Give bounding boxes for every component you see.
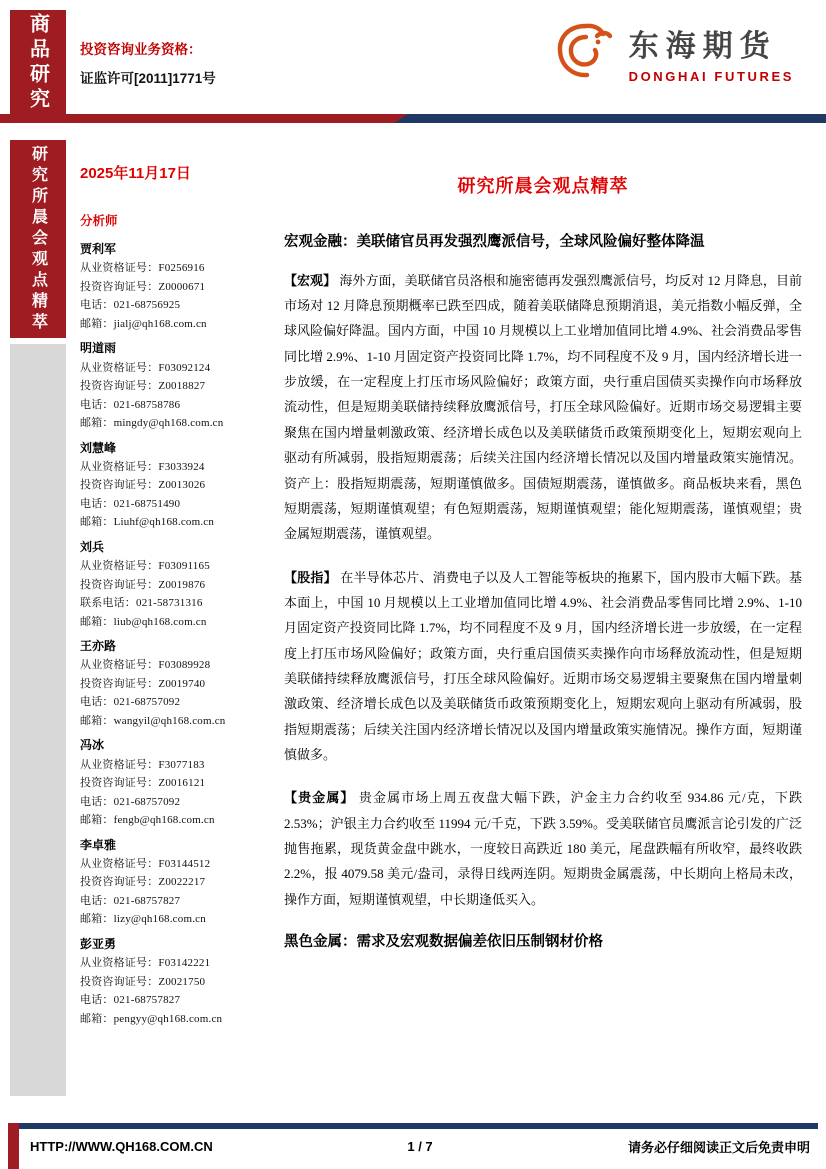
analysts-heading: 分析师 xyxy=(80,214,118,228)
qualification-label: 投资咨询业务资格： xyxy=(80,42,202,57)
analyst-detail-line: 从业资格证号：F03144512 xyxy=(80,857,211,870)
paragraph-label: 【宏观】 xyxy=(284,272,337,288)
report-body xyxy=(284,232,802,954)
analyst-detail-line: 投资咨询证号：Z0013026 xyxy=(80,479,206,492)
main-column xyxy=(284,172,802,968)
section-heading: 宏观金融：美联储官员再发强烈鹰派信号，全球风险偏好整体降温 xyxy=(284,234,705,250)
analyst-name: 李卓雅 xyxy=(80,837,117,852)
analyst-detail-line: 投资咨询证号：Z0019876 xyxy=(80,578,206,591)
analyst-detail-line: 投资咨询证号：Z0018827 xyxy=(80,380,206,393)
analyst-block xyxy=(80,735,278,829)
analyst-detail-line: 从业资格证号：F03092124 xyxy=(80,361,211,374)
analyst-detail-line: 邮箱：pengyy@qh168.com.cn xyxy=(80,1012,223,1025)
analyst-block xyxy=(80,239,278,333)
analyst-detail-line: 从业资格证号：F03142221 xyxy=(80,957,211,970)
footer-notice: 请务必仔细阅读正文后免责申明 xyxy=(628,1140,811,1155)
sidebar-gray-bar xyxy=(10,344,66,1096)
page-title: 研究所晨会观点精萃 xyxy=(457,176,629,196)
analyst-block xyxy=(80,934,278,1028)
analyst-detail-line: 邮箱：liub@qh168.com.cn xyxy=(80,615,207,628)
analyst-detail-line: 邮箱：jialj@qh168.com.cn xyxy=(80,317,207,330)
analyst-detail-line: 投资咨询证号：Z0019740 xyxy=(80,677,206,690)
analyst-detail-line: 联系电话：021-58731316 xyxy=(80,597,203,610)
analyst-detail-line: 电话：021-68757827 xyxy=(80,994,181,1007)
analyst-detail-line: 邮箱：Liuhf@qh168.com.cn xyxy=(80,516,215,529)
analyst-name: 彭亚勇 xyxy=(80,936,117,951)
header-rule-red xyxy=(0,114,408,123)
analyst-detail-line: 投资咨询证号：Z0016121 xyxy=(80,777,206,790)
analyst-detail-line: 电话：021-68757827 xyxy=(80,894,181,907)
analyst-block xyxy=(80,537,278,631)
footer-red-stub xyxy=(8,1123,19,1169)
footer-url: HTTP://WWW.QH168.COM.CN xyxy=(30,1139,213,1154)
report-date: 2025年11月17日 xyxy=(80,165,191,182)
logo-name-cn: 东海期货 xyxy=(628,29,777,63)
footer-page-number: 1 / 7 xyxy=(407,1139,433,1154)
analyst-list xyxy=(80,239,278,1028)
category-banner xyxy=(10,10,66,116)
analyst-detail-line: 电话：021-68757092 xyxy=(80,795,181,808)
analyst-lines xyxy=(80,359,278,433)
paragraph-label: 【贵金属】 xyxy=(284,790,355,806)
analyst-lines xyxy=(80,458,278,532)
analyst-detail-line: 从业资格证号：F3077183 xyxy=(80,758,205,771)
analyst-lines xyxy=(80,954,278,1028)
logo-text xyxy=(629,21,794,84)
analyst-detail-line: 邮箱：wangyil@qh168.com.cn xyxy=(80,714,226,727)
analyst-detail-line: 电话：021-68757092 xyxy=(80,696,181,709)
analyst-detail-line: 邮箱：lizy@qh168.com.cn xyxy=(80,913,206,926)
analyst-lines xyxy=(80,557,278,631)
logo xyxy=(553,20,794,84)
logo-name-en: DONGHAI FUTURES xyxy=(628,68,794,84)
analyst-detail-line: 从业资格证号：F0256916 xyxy=(80,262,205,275)
analyst-column xyxy=(80,162,278,1033)
section-heading: 黑色金属：需求及宏观数据偏差依旧压制钢材价格 xyxy=(284,934,603,950)
analyst-block xyxy=(80,636,278,730)
analyst-block xyxy=(80,835,278,929)
analyst-detail-line: 电话：021-68751490 xyxy=(80,497,181,510)
analyst-lines xyxy=(80,259,278,333)
analyst-lines xyxy=(80,855,278,929)
analyst-block xyxy=(80,338,278,432)
paragraph-label: 【股指】 xyxy=(284,569,337,585)
sidebar-title-box xyxy=(10,140,66,338)
analyst-detail-line: 投资咨询证号：Z0021750 xyxy=(80,975,206,988)
analyst-name: 王亦路 xyxy=(80,639,117,654)
footer-rule xyxy=(8,1123,818,1129)
analyst-lines xyxy=(80,756,278,830)
analyst-name: 贾利军 xyxy=(80,242,117,256)
analyst-name: 刘兵 xyxy=(80,539,105,554)
qualification-block xyxy=(80,38,216,87)
analyst-detail-line: 从业资格证号：F3033924 xyxy=(80,460,205,473)
analyst-detail-line: 邮箱：fengb@qh168.com.cn xyxy=(80,814,215,827)
analyst-lines xyxy=(80,656,278,730)
analyst-detail-line: 从业资格证号：F03089928 xyxy=(80,659,211,672)
section-paragraph: 【宏观】 海外方面，美联储官员洛根和施密德再发强烈鹰派信号，均反对 12 月降息，目前市场对 12 月降息预期概率已跌至四成，随着美联储降息预期消退，美元指数小幅反弹，全球风险偏好降温。国内方面，中国 10 月规模以上工业增加值同比增 4.9%、社会消费品零售同比增 2.9%、1-10 月固定资产投资同比降 1.7%，均不同程度不及 9 月，国内经济增长进一步放缓，在一定程度上打压市场风险偏好；政策方面，央行重启国债买卖操作向市场释放流动性，但是短期美联储持续释放鹰派信号，打压全球风险偏好。近期市场交易逻辑主要聚焦在国内增量刺激政策、经济增长成色以及美联储货币政策预期变化上，短期宏观向上驱动有所减弱，股指短期震荡；后续关注国内经济增长情况以及国内增量政策实施情况。资产上：股指短期震荡，短期谨慎做多。国债短期震荡，谨慎做多。商品板块来看，黑色短期震荡，短期谨慎观望；有色短期震荡，短期谨慎观望；能化短期震荡，谨慎观望；贵金属短期震荡，谨慎观望。 xyxy=(284,272,802,542)
section-paragraph: 【贵金属】 贵金属市场上周五夜盘大幅下跌，沪金主力合约收至 934.86 元/克，下跌 2.53%；沪银主力合约收至 11994 元/千克，下跌 3.59%。受美联储官员鹰派言论引发的广泛抛售拖累，现货黄金盘中跳水，一度较日高跌近 180 美元，尾盘跌幅有所收窄，最终收跌 2.2%，报 4079.58 美元/盎司，录得日线两连阴。短期贵金属震荡，中长期向上格局未改，操作方面，短期谨慎观望，中长期逢低买入。 xyxy=(284,790,802,907)
dragon-logo-icon xyxy=(553,20,617,84)
analyst-name: 明道雨 xyxy=(80,341,117,356)
analyst-detail-line: 邮箱：mingdy@qh168.com.cn xyxy=(80,417,224,430)
section-paragraph: 【股指】 在半导体芯片、消费电子以及人工智能等板块的拖累下，国内股市大幅下跌。基本面上，中国 10 月规模以上工业增加值同比增 4.9%、社会消费品零售同比增 2.9%、1-10 月固定资产投资同比降 1.7%，均不同程度不及 9 月，国内经济增长进一步放缓，在一定程度上打压市场风险偏好；政策方面，央行重启国债买卖操作向市场释放流动性，但是短期美联储持续释放鹰派信号，打压全球风险偏好。近期市场交易逻辑主要聚焦在国内增量刺激政策、经济增长成色以及美联储货币政策预期变化上，短期宏观向上驱动有所减弱，股指短期震荡；后续关注国内经济增长情况以及国内增量政策实施情况。操作方面，短期谨慎做多。 xyxy=(284,569,802,762)
analyst-name: 冯冰 xyxy=(80,738,105,753)
license-number: 证监许可[2011]1771号 xyxy=(80,71,216,86)
analyst-detail-line: 从业资格证号：F03091165 xyxy=(80,560,210,573)
category-banner-text: 商品研究 xyxy=(26,13,49,113)
analyst-block xyxy=(80,438,278,532)
analyst-name: 刘慧峰 xyxy=(80,440,117,455)
analyst-detail-line: 投资咨询证号：Z0000671 xyxy=(80,280,206,293)
analyst-detail-line: 电话：021-68758786 xyxy=(80,398,181,411)
analyst-detail-line: 投资咨询证号：Z0022217 xyxy=(80,876,206,889)
sidebar-title-text: 研究所晨会观点精萃 xyxy=(29,144,47,334)
analyst-detail-line: 电话：021-68756925 xyxy=(80,299,181,312)
footer xyxy=(30,1137,810,1156)
